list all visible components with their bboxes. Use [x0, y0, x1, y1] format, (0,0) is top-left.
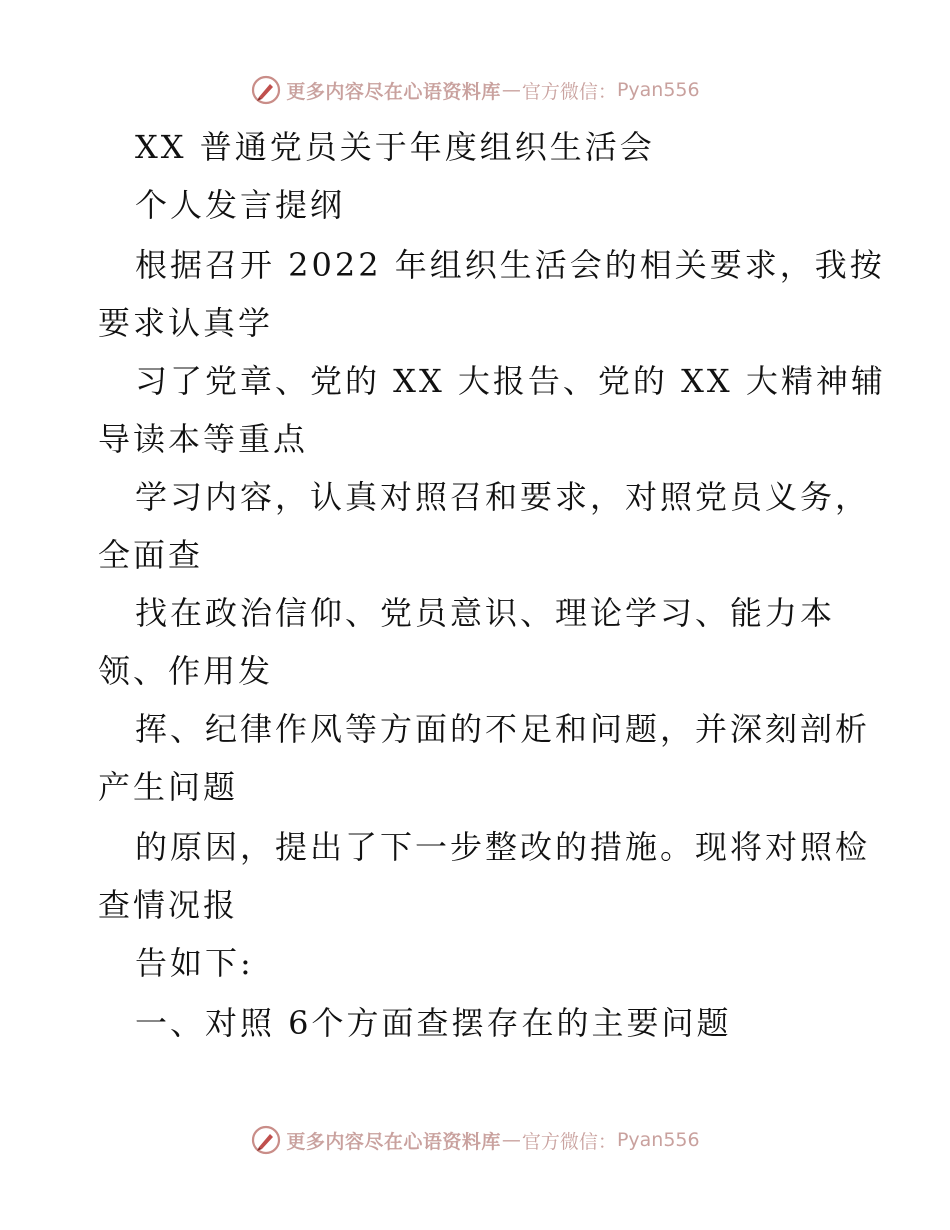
paragraph-line: 领、作用发 [98, 652, 274, 690]
watermark-text: 更多内容尽在心语资料库 [286, 80, 501, 103]
paragraph-line: 查情况报 [98, 886, 239, 924]
section-heading: 一、对照 6个方面查摆存在的主要问题 [135, 1004, 732, 1042]
paragraph-line: 找在政治信仰、党员意识、理论学习、能力本 [135, 594, 836, 632]
paragraph-line: 的原因，提出了下一步整改的措施。现将对照检 [135, 828, 871, 866]
paragraph-line: 学习内容，认真对照召和要求，对照党员义务， [135, 478, 871, 516]
paragraph-line: 挥、纪律作风等方面的不足和问题，并深刻剖析 [135, 710, 871, 748]
paragraph-line: 告如下: [135, 944, 254, 982]
paragraph-line: 产生问题 [98, 768, 239, 806]
paragraph-line: 根据召开 2022 年组织生活会的相关要求，我按 [135, 246, 885, 284]
paragraph-line: 全面查 [98, 536, 204, 574]
pen-logo-icon [250, 1124, 282, 1156]
watermark-wechat-id: Pyan556 [616, 1129, 700, 1151]
watermark-text: 更多内容尽在心语资料库 [286, 1130, 501, 1153]
paragraph-line: 导读本等重点 [98, 420, 309, 458]
watermark-dash: — [501, 1129, 521, 1151]
watermark-wechat-label: 官方微信： [521, 1130, 617, 1153]
watermark-dash: — [501, 79, 521, 101]
watermark-wechat-id: Pyan556 [616, 79, 700, 101]
document-title-line-1: XX 普通党员关于年度组织生活会 [135, 128, 655, 166]
pen-logo-icon [250, 74, 282, 106]
watermark-header [0, 70, 950, 110]
paragraph-line: 习了党章、党的 XX 大报告、党的 XX 大精神辅 [135, 362, 886, 400]
paragraph-line: 要求认真学 [98, 304, 274, 342]
watermark-footer [0, 1120, 950, 1160]
document-title-line-2: 个人发言提纲 [135, 186, 346, 224]
watermark-wechat-label: 官方微信： [521, 80, 617, 103]
